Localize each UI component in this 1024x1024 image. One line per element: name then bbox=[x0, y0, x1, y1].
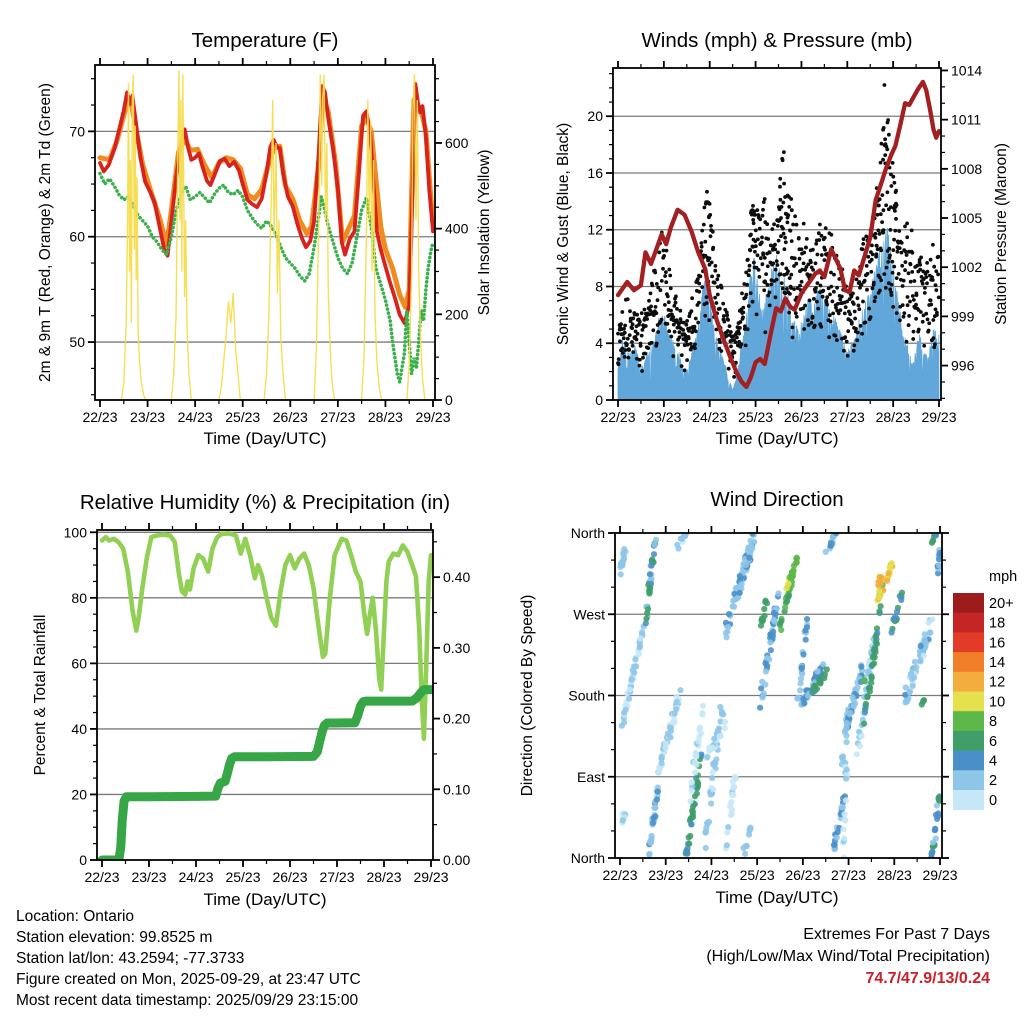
rh-line bbox=[102, 533, 431, 738]
chart-title: Temperature (F) bbox=[191, 29, 339, 52]
y-left-tick-label: 70 bbox=[69, 123, 85, 140]
y-right-tick-label: 996 bbox=[951, 357, 975, 374]
colorbar-tick-label: 10 bbox=[989, 694, 1006, 711]
y-left-tick-label: North bbox=[570, 525, 605, 541]
winds_pressure-svg bbox=[512, 0, 1024, 470]
colorbar-tick-label: 4 bbox=[989, 753, 998, 770]
y-right-tick-label: 400 bbox=[445, 220, 469, 237]
y-left-tick-label: 60 bbox=[71, 655, 87, 672]
colorbar-tick-label: 20+ bbox=[989, 595, 1014, 612]
y-left-tick-label: 4 bbox=[595, 335, 603, 352]
wind_direction-svg bbox=[512, 470, 1024, 918]
y-left-tick-label: 0 bbox=[79, 852, 87, 868]
extremes-values: 74.7/47.9/13/0.24 bbox=[865, 970, 990, 987]
y-left-tick-label: 20 bbox=[71, 786, 87, 803]
x-tick-label: 29/23 bbox=[921, 409, 957, 425]
x-tick-label: 27/23 bbox=[831, 867, 867, 883]
extremes-summary bbox=[706, 924, 990, 990]
y-left-tick-label: East bbox=[576, 768, 605, 785]
chart-title: Relative Humidity (%) & Precipitation (in) bbox=[79, 491, 451, 514]
y-left-tick-label: West bbox=[573, 606, 605, 623]
td-2m-green-line bbox=[100, 174, 433, 383]
x-tick-label: 25/23 bbox=[738, 409, 774, 425]
x-tick-label: 27/23 bbox=[320, 409, 356, 425]
x-tick-label: 22/23 bbox=[600, 409, 636, 425]
x-tick-label: 22/23 bbox=[84, 869, 120, 885]
x-tick-label: 29/23 bbox=[413, 869, 449, 885]
x-tick-label: 24/23 bbox=[177, 409, 213, 425]
extremes-title: Extremes For Past 7 Days bbox=[803, 926, 990, 943]
x-tick-label: 25/23 bbox=[225, 869, 261, 885]
x-tick-label: 26/23 bbox=[272, 409, 308, 425]
y-right-axis-label: Solar Insolation (Yellow) bbox=[476, 149, 493, 316]
winds_pressure-series bbox=[616, 82, 941, 400]
x-tick-label: 22/23 bbox=[602, 867, 638, 883]
y-right-tick-label: 999 bbox=[951, 308, 975, 325]
x-tick-label: 28/23 bbox=[366, 869, 402, 885]
x-tick-label: 23/23 bbox=[130, 409, 166, 425]
y-right-tick-label: 0.10 bbox=[443, 781, 471, 798]
temperature-chart bbox=[0, 0, 512, 470]
x-tick-label: 28/23 bbox=[876, 867, 912, 883]
figure-created: Figure created on Mon, 2025-09-29, at 23:47 UTC bbox=[16, 971, 361, 988]
y-left-tick-label: South bbox=[568, 687, 605, 704]
y-left-axis-label: Sonic Wind & Gust (Blue, Black) bbox=[555, 122, 572, 346]
y-left-axis-label: Direction (Colored By Speed) bbox=[519, 594, 536, 797]
colorbar-units-label: mph bbox=[989, 569, 1018, 585]
x-tick-label: 23/23 bbox=[131, 869, 167, 885]
axis-frame bbox=[88, 58, 442, 407]
x-tick-label: 28/23 bbox=[367, 409, 403, 425]
colorbar-tick-label: 18 bbox=[989, 615, 1006, 632]
y-right-tick-label: 0.40 bbox=[443, 569, 471, 586]
y-left-tick-label: 0 bbox=[595, 392, 603, 408]
y-right-tick-label: 0.30 bbox=[443, 639, 471, 656]
y-left-tick-label: 60 bbox=[69, 228, 85, 245]
x-tick-label: 26/23 bbox=[783, 409, 819, 425]
x-tick-label: 26/23 bbox=[785, 867, 821, 883]
x-axis-label: Time (Day/UTC) bbox=[203, 429, 327, 448]
temperature-svg bbox=[0, 0, 512, 470]
chart-title: Winds (mph) & Pressure (mb) bbox=[641, 29, 913, 52]
y-right-tick-label: 600 bbox=[445, 134, 469, 151]
y-left-tick-label: 100 bbox=[63, 524, 87, 541]
y-right-axis-label: Station Pressure (Maroon) bbox=[993, 143, 1010, 325]
x-axis-label: Time (Day/UTC) bbox=[715, 888, 839, 907]
x-tick-label: 26/23 bbox=[272, 869, 308, 885]
y-right-tick-label: 1002 bbox=[951, 259, 983, 276]
y-right-tick-label: 1011 bbox=[951, 111, 982, 128]
humidity-precip-chart bbox=[0, 470, 512, 918]
x-tick-label: 24/23 bbox=[692, 409, 728, 425]
x-tick-label: 23/23 bbox=[646, 409, 682, 425]
colorbar-tick-label: 14 bbox=[989, 654, 1006, 671]
t-2m-red-line bbox=[100, 84, 433, 323]
chart-title: Wind Direction bbox=[710, 488, 844, 511]
y-left-tick-label: 12 bbox=[587, 221, 603, 238]
y-right-tick-label: 0.00 bbox=[443, 852, 471, 868]
x-tick-label: 24/23 bbox=[693, 867, 729, 883]
colorbar-tick-label: 12 bbox=[989, 674, 1006, 691]
x-axis-label: Time (Day/UTC) bbox=[715, 429, 839, 448]
x-tick-label: 23/23 bbox=[648, 867, 684, 883]
y-right-tick-label: 1014 bbox=[951, 62, 983, 79]
y-right-tick-label: 0.20 bbox=[443, 710, 471, 727]
x-tick-label: 22/23 bbox=[82, 409, 118, 425]
rain-total-line bbox=[102, 690, 431, 860]
station-latlon: Station lat/lon: 43.2594; -77.3733 bbox=[16, 950, 245, 967]
y-left-axis-label: Percent & Total Rainfall bbox=[32, 614, 49, 776]
x-tick-label: 28/23 bbox=[875, 409, 911, 425]
y-left-tick-label: 20 bbox=[587, 108, 603, 125]
y-left-tick-label: North bbox=[570, 850, 605, 866]
x-axis-label: Time (Day/UTC) bbox=[203, 890, 327, 909]
colorbar-tick-label: 2 bbox=[989, 773, 998, 790]
y-right-tick-label: 1008 bbox=[951, 160, 983, 177]
colorbar-tick-label: 8 bbox=[989, 714, 998, 731]
station-info bbox=[16, 906, 361, 1011]
rh_precip-svg bbox=[0, 470, 512, 918]
y-right-tick-label: 1005 bbox=[951, 210, 983, 227]
colorbar-tick-label: 16 bbox=[989, 635, 1006, 652]
y-left-tick-label: 50 bbox=[69, 334, 85, 351]
y-left-tick-label: 16 bbox=[587, 164, 603, 181]
x-tick-label: 24/23 bbox=[178, 869, 214, 885]
speed-colorbar bbox=[953, 593, 984, 810]
x-tick-label: 29/23 bbox=[415, 409, 451, 425]
y-left-tick-label: 8 bbox=[595, 278, 603, 295]
x-tick-label: 29/23 bbox=[922, 867, 958, 883]
x-tick-label: 27/23 bbox=[829, 409, 865, 425]
x-tick-label: 25/23 bbox=[225, 409, 261, 425]
y-right-tick-label: 200 bbox=[445, 306, 469, 323]
station-elevation: Station elevation: 99.8525 m bbox=[16, 929, 213, 946]
wind-direction-chart bbox=[512, 470, 1024, 918]
t-9m-orange-line bbox=[100, 95, 433, 308]
rh_precip-series bbox=[102, 533, 431, 860]
station-location: Location: Ontario bbox=[16, 908, 135, 925]
winds-pressure-chart bbox=[512, 0, 1024, 470]
y-right-tick-label: 0 bbox=[445, 392, 453, 408]
y-left-tick-label: 80 bbox=[71, 589, 87, 606]
y-left-axis-label: 2m & 9m T (Red, Orange) & 2m Td (Green) bbox=[37, 83, 54, 382]
y-left-tick-label: 40 bbox=[71, 720, 87, 737]
data-timestamp: Most recent data timestamp: 2025/09/29 23:15:00 bbox=[16, 992, 359, 1009]
colorbar-tick-label: 0 bbox=[989, 792, 998, 809]
colorbar-tick-label: 6 bbox=[989, 733, 998, 750]
x-tick-label: 25/23 bbox=[739, 867, 775, 883]
extremes-subtitle: (High/Low/Max Wind/Total Precipitation) bbox=[706, 948, 990, 965]
temperature-series bbox=[100, 70, 433, 400]
x-tick-label: 27/23 bbox=[319, 869, 355, 885]
